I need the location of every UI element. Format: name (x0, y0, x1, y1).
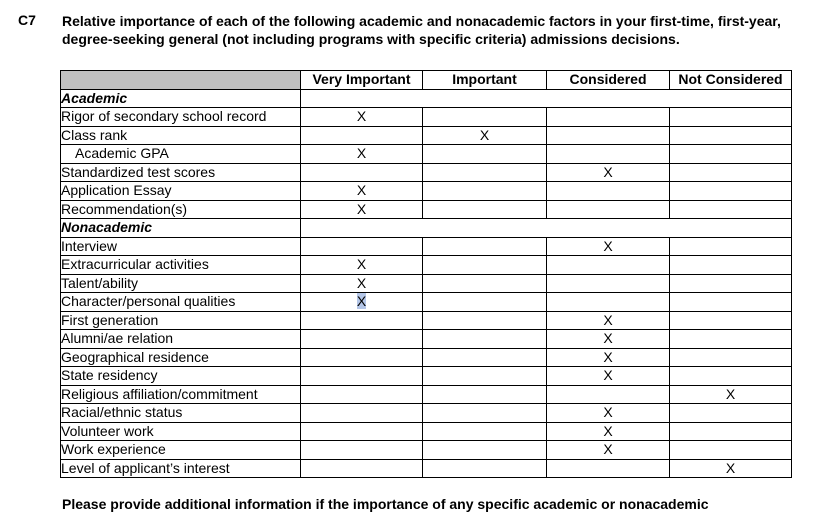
factor-label: Extracurricular activities (61, 256, 301, 275)
importance-mark: X (603, 367, 613, 384)
factor-label: Work experience (61, 441, 301, 460)
empty-cell (301, 163, 423, 182)
importance-mark-cell (547, 422, 670, 441)
empty-cell (301, 330, 423, 349)
empty-cell (670, 441, 792, 460)
importance-mark: X (603, 441, 613, 458)
empty-cell (423, 108, 547, 127)
empty-cell (670, 200, 792, 219)
importance-mark-cell (547, 330, 670, 349)
table-row (61, 311, 792, 330)
empty-cell (670, 330, 792, 349)
empty-cell (423, 200, 547, 219)
importance-mark-cell (547, 404, 670, 423)
importance-mark: X (603, 237, 613, 254)
empty-cell (301, 385, 423, 404)
empty-cell (423, 459, 547, 478)
empty-cell (547, 256, 670, 275)
empty-cell (670, 237, 792, 256)
empty-cell (423, 367, 547, 386)
factor-label: Character/personal qualities (61, 293, 301, 312)
importance-mark: X (356, 274, 367, 291)
importance-mark: X (603, 330, 613, 347)
header-row (61, 71, 792, 90)
empty-cell (670, 367, 792, 386)
empty-cell (670, 182, 792, 201)
importance-mark: X (603, 422, 613, 439)
empty-cell (423, 293, 547, 312)
empty-cell (670, 348, 792, 367)
empty-cell (301, 126, 423, 145)
section-row (61, 219, 792, 238)
empty-cell (301, 441, 423, 460)
empty-cell (670, 126, 792, 145)
empty-cell (423, 330, 547, 349)
importance-mark: X (356, 182, 367, 199)
factor-label: Level of applicant’s interest (61, 459, 301, 478)
empty-cell (423, 145, 547, 164)
table-row (61, 404, 792, 423)
table-row (61, 256, 792, 275)
question-number: C7 (18, 12, 36, 28)
empty-cell (670, 108, 792, 127)
empty-cell (547, 108, 670, 127)
question-text: Relative importance of each of the following academic and nonacademic factors in your first-time, first-year, degree-seeking general (not including programs with specific criteria) admissions decisions. (62, 13, 781, 47)
importance-mark-cell (301, 108, 423, 127)
importance-mark-cell (301, 256, 423, 275)
factor-label: Academic GPA (61, 145, 301, 164)
importance-mark: X (603, 163, 613, 180)
empty-cell (423, 256, 547, 275)
table-row (61, 367, 792, 386)
table-row (61, 163, 792, 182)
empty-cell (670, 404, 792, 423)
importance-mark: X (725, 459, 736, 476)
table-row (61, 385, 792, 404)
importance-mark-cell (547, 163, 670, 182)
factor-label: Racial/ethnic status (61, 404, 301, 423)
importance-mark: X (356, 293, 367, 310)
table-row (61, 459, 792, 478)
table-row (61, 108, 792, 127)
table-row (61, 422, 792, 441)
importance-mark-cell (547, 348, 670, 367)
section-label: Nonacademic (61, 219, 301, 238)
factor-label: Volunteer work (61, 422, 301, 441)
importance-mark: X (356, 145, 367, 162)
table-row (61, 274, 792, 293)
empty-cell (423, 441, 547, 460)
importance-mark-cell (670, 459, 792, 478)
importance-mark: X (356, 200, 367, 217)
importance-mark: X (356, 256, 367, 273)
importance-mark-cell (301, 145, 423, 164)
factor-label: Application Essay (61, 182, 301, 201)
importance-mark-cell (301, 182, 423, 201)
table-row (61, 441, 792, 460)
footer-instructions: Please provide additional information if the importance of any specific academic or nonacademic (62, 496, 709, 512)
empty-cell (670, 145, 792, 164)
factor-label: Interview (61, 237, 301, 256)
empty-cell (547, 182, 670, 201)
section-row (61, 89, 792, 108)
empty-cell (301, 422, 423, 441)
importance-mark-cell (423, 126, 547, 145)
empty-cell (423, 237, 547, 256)
section-spacer-cell (301, 89, 792, 108)
factor-label: State residency (61, 367, 301, 386)
empty-cell (301, 404, 423, 423)
empty-cell (301, 348, 423, 367)
empty-cell (670, 293, 792, 312)
empty-cell (547, 293, 670, 312)
importance-mark-cell (547, 237, 670, 256)
table-row (61, 330, 792, 349)
factor-label: Religious affiliation/commitment (61, 385, 301, 404)
empty-cell (547, 145, 670, 164)
table-row (61, 293, 792, 312)
importance-mark: X (603, 404, 613, 421)
empty-cell (423, 311, 547, 330)
table-row (61, 237, 792, 256)
importance-mark-cell (547, 441, 670, 460)
table-row (61, 200, 792, 219)
empty-cell (423, 182, 547, 201)
empty-cell (670, 311, 792, 330)
importance-mark-cell (547, 311, 670, 330)
table-row (61, 182, 792, 201)
empty-cell (301, 311, 423, 330)
table-row (61, 348, 792, 367)
empty-cell (670, 163, 792, 182)
factor-label: First generation (61, 311, 301, 330)
importance-table (60, 70, 792, 478)
empty-cell (423, 163, 547, 182)
empty-cell (547, 126, 670, 145)
factor-label: Talent/ability (61, 274, 301, 293)
importance-mark-cell (301, 293, 423, 312)
empty-cell (423, 385, 547, 404)
importance-mark-cell (301, 200, 423, 219)
importance-mark: X (603, 311, 613, 328)
factor-label: Geographical residence (61, 348, 301, 367)
empty-cell (423, 422, 547, 441)
importance-mark-cell (670, 385, 792, 404)
empty-cell (670, 422, 792, 441)
column-header-not-considered: Not Considered (670, 71, 792, 90)
factor-label: Standardized test scores (61, 163, 301, 182)
empty-cell (301, 237, 423, 256)
empty-cell (423, 274, 547, 293)
factor-label: Rigor of secondary school record (61, 108, 301, 127)
header-blank-cell (61, 71, 301, 90)
empty-cell (547, 459, 670, 478)
section-label: Academic (61, 89, 301, 108)
table-row (61, 145, 792, 164)
empty-cell (423, 404, 547, 423)
empty-cell (670, 256, 792, 275)
factor-label: Recommendation(s) (61, 200, 301, 219)
table-row (61, 126, 792, 145)
importance-mark: X (356, 108, 367, 125)
empty-cell (423, 348, 547, 367)
column-header-important: Important (423, 71, 547, 90)
table-body (61, 89, 792, 478)
importance-mark: X (479, 126, 490, 143)
factor-label: Alumni/ae relation (61, 330, 301, 349)
importance-mark-cell (301, 274, 423, 293)
section-spacer-cell (301, 219, 792, 238)
importance-mark: X (603, 348, 613, 365)
column-header-very-important: Very Important (301, 71, 423, 90)
factor-label: Class rank (61, 126, 301, 145)
empty-cell (301, 459, 423, 478)
empty-cell (547, 385, 670, 404)
column-header-considered: Considered (547, 71, 670, 90)
importance-mark: X (725, 385, 736, 402)
empty-cell (670, 274, 792, 293)
empty-cell (547, 274, 670, 293)
importance-mark-cell (547, 367, 670, 386)
empty-cell (547, 200, 670, 219)
empty-cell (301, 367, 423, 386)
